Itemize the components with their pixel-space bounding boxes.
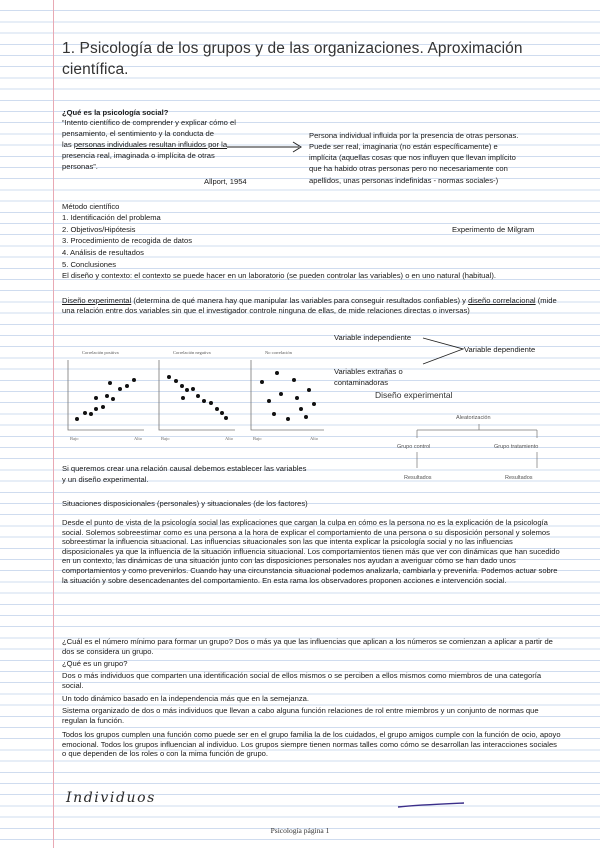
scatter-point	[279, 392, 283, 396]
note-line-2: Puede ser real, imaginaria (no están específicamente) e	[309, 142, 498, 151]
quote-line-1: “Intento científico de comprender y explicar cómo el	[62, 118, 236, 127]
scatter-point	[94, 396, 98, 400]
quote-line-2: pensamiento, el sentimiento y la conducta de	[62, 129, 214, 138]
correlation-plots	[62, 340, 332, 450]
plot-1-high: Alto	[134, 436, 143, 441]
method-heading: Método científico	[62, 202, 120, 211]
plot-caption-negative: Correlación negativa	[173, 350, 211, 355]
scatter-point	[286, 417, 290, 421]
scatter-point	[272, 412, 276, 416]
situations-heading: Situaciones disposicionales (personales) y situacionales (de los factores)	[62, 499, 308, 508]
scatter-point	[167, 375, 171, 379]
page-title: 1. Psicología de los grupos y de las organizaciones. Aproximación científica.	[62, 40, 523, 78]
groups-definition-3: Sistema organizado de dos o más individuos que llevan a cabo alguna función relaciones de rol entre miembros y un conjunto de normas que regulan la función.	[62, 706, 539, 725]
var-extraneous-1: Variables extrañas o	[334, 367, 403, 376]
plot-caption-positive: Correlación positiva	[82, 350, 119, 355]
scatter-point	[105, 394, 109, 398]
svg-text:Individuos: Individuos	[66, 790, 156, 806]
situations-paragraph: Desde el punto de vista de la psicología social las explicaciones que cargan la culpa en cómo es la persona no es la explicación de la psicología social. Solemos sobreestimar como es una persona a la hora de explicar el comportamiento de una persona o su disposición personal y solemos sobreestimar la influencia situacional. Las influencias situacionales son las que intenta explicar la psicología social y no las influencias disposicionales ya que la influencia de la situación influencia situacional. Los comportamientos tienen más que ver con dinámicas que han sucedido en un contexto, las dinámicas de una situación junto con las disposiciones personales nos ayudan a averiguar cómo se han dado unos comportamientos y como prevenirlos. Cuando hay una circunstancia situacional podemos analizarla, cambiarla y prevenirla. Podemos actuar sobre la situación y sobre desencadenantes del comportamiento. En esta rama los observadores proponen acciones e intervención social.	[62, 518, 560, 585]
scatter-point	[295, 396, 299, 400]
groups-definition-4: Todos los grupos cumplen una función como puede ser en el grupo familia la de los cuidados, el grupo amigos cumple con la función de ocio, apoyo emocional. Todos los grupos influencian al individuo. Los grupos siempre tienen normas talles como cómo se desarrollan las interacciones sociales o que dependen de los roles o con la mima función de grupo.	[62, 730, 561, 759]
scatter-point	[292, 378, 296, 382]
plot-caption-none: No correlación	[265, 350, 292, 355]
note-line-4: que ha habido otras personas pero no necesariamente con	[309, 164, 508, 173]
scatter-point	[83, 411, 87, 415]
page-footer: Psicología página 1	[270, 826, 330, 835]
var-dependent: Variable dependiente	[464, 345, 536, 354]
scatter-point	[299, 407, 303, 411]
var-independent: Variable independiente	[334, 333, 412, 342]
plot-2-high: Alto	[225, 436, 234, 441]
groups-definition-2: Un todo dinámico basado en la independencia más que en la semejanza.	[62, 694, 309, 703]
scatter-point	[307, 388, 311, 392]
lab-paragraph: El diseño y contexto: el contexto se puede hacer en un laboratorio (se pueden controlar las variables) o en uno natural (habitual).	[62, 271, 496, 280]
scatter-point	[196, 394, 200, 398]
treatment-group-label: Grupo tratamiento	[494, 444, 539, 450]
quote-line-3: las personas individuales resultan influidos por la	[62, 140, 228, 149]
scatter-point	[94, 407, 98, 411]
scatter-point	[267, 399, 271, 403]
causal-line-2: y un diseño experimental.	[62, 475, 149, 484]
causal-line-1: Si queremos crear una relación causal debemos establecer las variables	[62, 464, 307, 473]
note-line-5: apellidos, unas personas indefinidas - normas sociales-)	[309, 176, 499, 185]
scatter-point	[180, 384, 184, 388]
plot-none-points	[251, 360, 324, 430]
scatter-point	[101, 405, 105, 409]
scatter-point	[191, 387, 195, 391]
method-step-5: 5. Conclusiones	[62, 260, 117, 269]
scatter-point	[118, 387, 122, 391]
handwritten-stroke	[396, 800, 468, 810]
results-label-1: Resultados	[404, 475, 432, 481]
groups-question-paragraph: ¿Cuál es el número mínimo para formar un grupo? Dos o más ya que las influencias que aplican a los números se comienzan a aplicar a partir de dos se considera un grupo.	[62, 637, 553, 656]
control-group-label: Grupo control	[397, 444, 431, 450]
randomization-label: Aleatorización	[456, 415, 491, 421]
scatter-point	[209, 401, 213, 405]
question-social-psych: ¿Qué es la psicología social?	[62, 108, 169, 117]
scatter-point	[132, 378, 136, 382]
note-line-3: implícita (aquellas cosas que nos influyen que llevan implícito	[309, 153, 516, 162]
plot-3-low: Bajo	[253, 436, 262, 441]
scatter-point	[215, 407, 219, 411]
method-step-4: 4. Análisis de resultados	[62, 248, 144, 257]
scatter-point	[224, 416, 228, 420]
method-step-3: 3. Procedimiento de recogida de datos	[62, 236, 193, 245]
diagram-result-lines	[395, 452, 555, 474]
scatter-point	[125, 384, 129, 388]
var-connector-lines	[422, 334, 466, 370]
quote-line-4: presencia real, imaginada o implícita de otras	[62, 151, 215, 160]
scatter-point	[89, 412, 93, 416]
method-step-1: 1. Identificación del problema	[62, 213, 161, 222]
experimental-design-label: Diseño experimental	[375, 390, 453, 400]
quote-author: Allport, 1954	[204, 177, 247, 186]
scatter-point	[108, 381, 112, 385]
scatter-point	[185, 388, 189, 392]
scatter-point	[202, 399, 206, 403]
method-step-2: 2. Objetivos/Hipótesis	[62, 225, 136, 234]
groups-definition-1: Dos o más individuos que comparten una identificación social de ellos mismos o se perciben a ellos mismos como miembros de una categoría social.	[62, 671, 542, 690]
scatter-point	[304, 415, 308, 419]
plot-2-low: Bajo	[161, 436, 170, 441]
plot-negative-points	[159, 360, 235, 430]
design-paragraph: Diseño experimental (determina de qué manera hay que manipular las variables para conseguir resultados confiables) y diseño correlacional (mide una relación entre dos variables sin que el investigador controle ninguna de ellas, de mide relaciones directas o inversas)	[62, 296, 557, 315]
scatter-point	[174, 379, 178, 383]
groups-question-what: ¿Qué es un grupo?	[62, 659, 128, 668]
plot-3-high: Alto	[310, 436, 319, 441]
scatter-point	[275, 371, 279, 375]
plot-1-low: Bajo	[70, 436, 79, 441]
plot-positive-points	[68, 360, 144, 430]
scatter-point	[260, 380, 264, 384]
var-extraneous-2: contaminadoras	[334, 378, 389, 387]
scatter-point	[75, 417, 79, 421]
arrow-icon	[225, 140, 305, 154]
results-label-2: Resultados	[505, 475, 533, 481]
milgram-note: Experimento de Milgram	[452, 225, 535, 234]
handwritten-word-individuos	[64, 786, 156, 808]
note-line-1: Persona individual influida por la presencia de otras personas.	[309, 131, 519, 140]
scatter-point	[220, 411, 224, 415]
quote-line-5: personas”.	[62, 162, 98, 171]
scatter-point	[111, 397, 115, 401]
scatter-point	[181, 396, 185, 400]
scatter-point	[312, 402, 316, 406]
